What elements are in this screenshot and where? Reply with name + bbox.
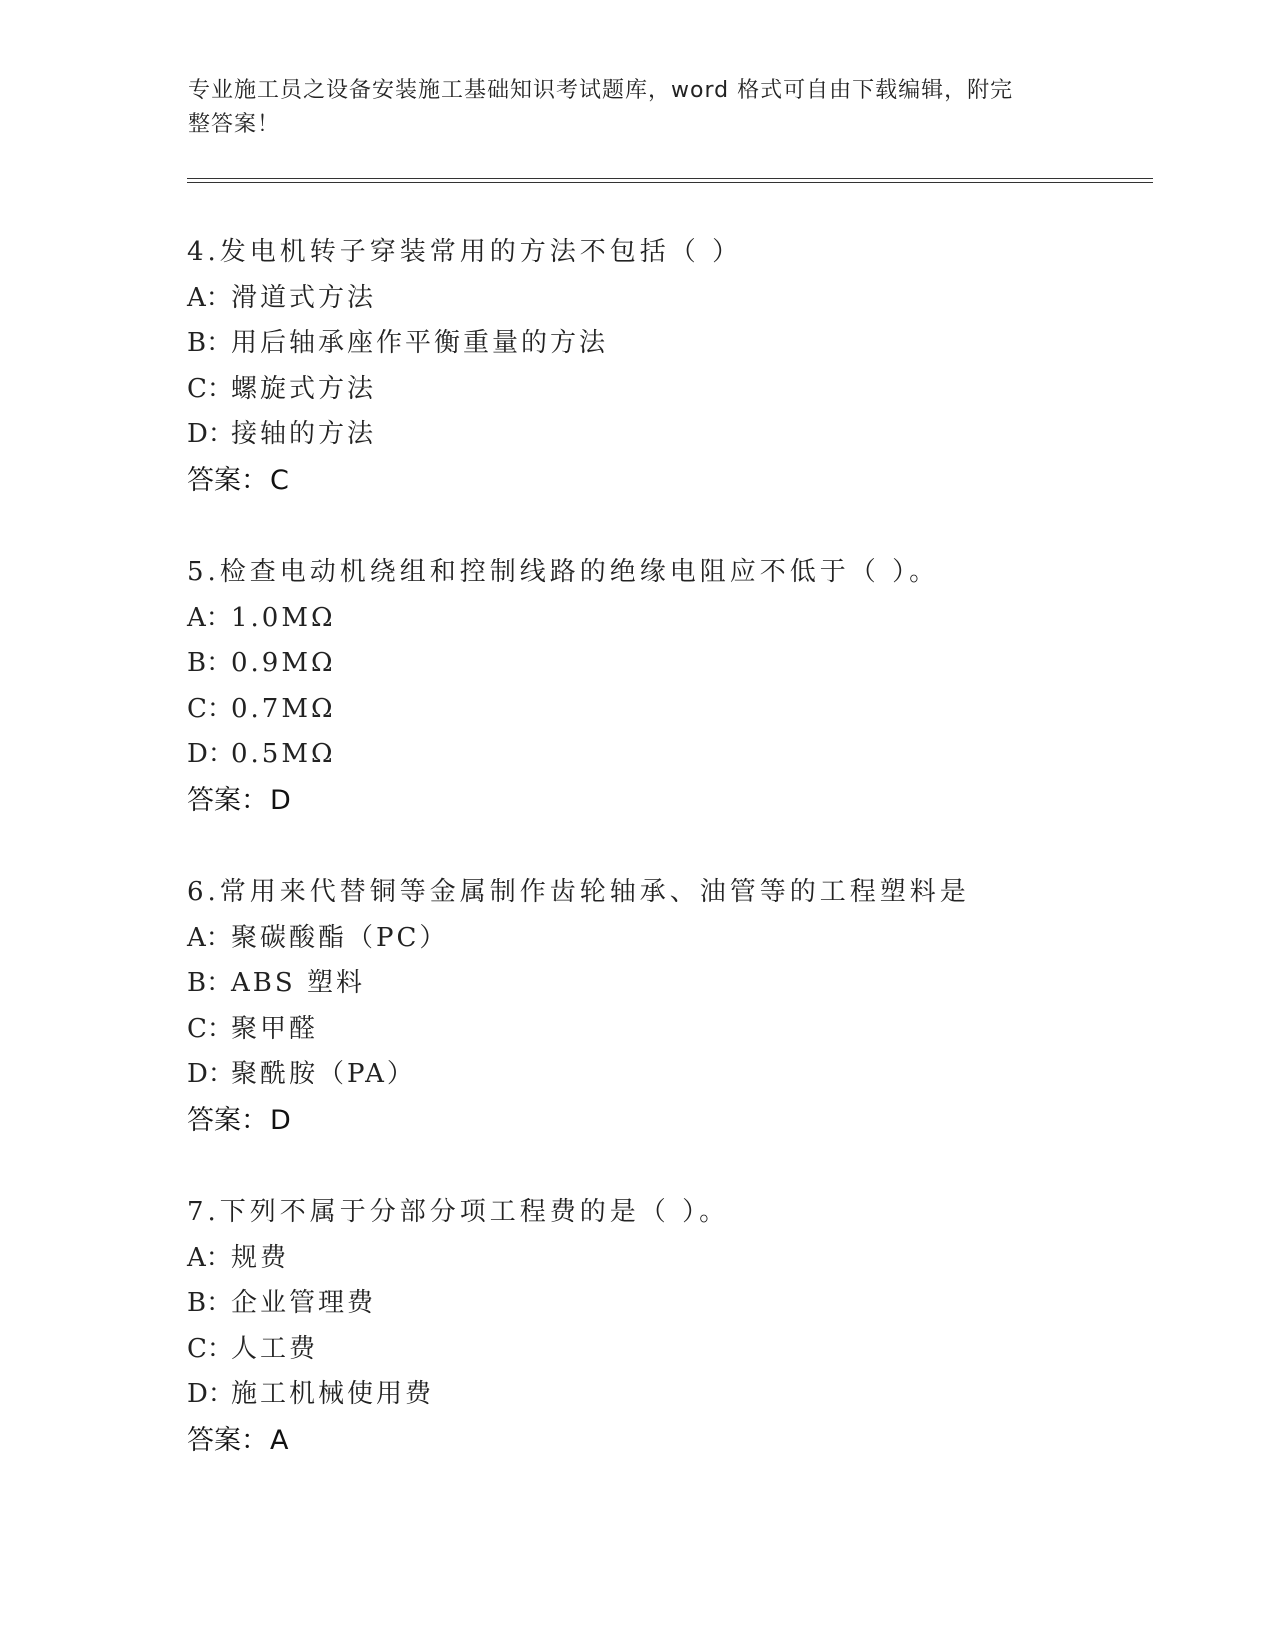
- question-stem: 6.常用来代替铜等金属制作齿轮轴承、油管等的工程塑料是: [187, 877, 970, 907]
- header-divider-bottom: [187, 182, 1153, 183]
- option-key: B：: [187, 328, 233, 358]
- option-c: [187, 1007, 1187, 1053]
- answer-value: C: [270, 464, 289, 496]
- question-block-4: [187, 230, 1187, 504]
- option-key: A：: [187, 602, 232, 633]
- option-key: B：: [187, 968, 233, 998]
- option-text: 滑道式方法: [231, 282, 377, 313]
- option-key: C：: [187, 693, 233, 724]
- answer-label: 答案：: [187, 1104, 268, 1136]
- answer-line: [187, 778, 1187, 824]
- option-text: 聚甲醛: [231, 1013, 319, 1044]
- option-text: 0.9MΩ: [231, 648, 336, 678]
- answer-label: 答案：: [187, 1424, 268, 1456]
- option-key: D：: [187, 419, 234, 449]
- option-key: D：: [187, 739, 234, 769]
- option-c: [187, 367, 1187, 413]
- option-text: 螺旋式方法: [231, 373, 377, 404]
- option-key: C：: [187, 1333, 233, 1364]
- option-b: [187, 641, 1187, 687]
- option-text: ABS 塑料: [231, 968, 365, 998]
- answer-label: 答案：: [187, 464, 268, 496]
- option-text: 用后轴承座作平衡重量的方法: [231, 328, 609, 358]
- question-stem: 5.检查电动机绕组和控制线路的绝缘电阻应不低于（ ）。: [187, 557, 940, 587]
- option-b: [187, 321, 1187, 367]
- option-text: 0.5MΩ: [231, 739, 336, 769]
- option-text: 0.7MΩ: [231, 693, 336, 724]
- option-d: [187, 1052, 1187, 1098]
- option-d: [187, 1372, 1187, 1418]
- question-block-7: [187, 1190, 1187, 1464]
- option-d: [187, 412, 1187, 458]
- answer-value: A: [270, 1424, 289, 1456]
- question-block-5: [187, 550, 1187, 824]
- option-c: [187, 687, 1187, 733]
- header-divider-top: [187, 178, 1153, 179]
- option-text: 企业管理费: [231, 1288, 377, 1318]
- answer-line: [187, 1418, 1187, 1464]
- option-text: 聚酰胺（PA）: [231, 1059, 416, 1089]
- header-line-2: 整答案！: [188, 112, 281, 137]
- answer-value: D: [270, 784, 291, 816]
- option-text: 1.0MΩ: [231, 602, 336, 633]
- option-key: A：: [187, 922, 232, 953]
- option-key: B：: [187, 648, 233, 678]
- answer-value: D: [270, 1104, 291, 1136]
- option-b: [187, 1281, 1187, 1327]
- option-text: 施工机械使用费: [231, 1379, 435, 1409]
- header-line-1: 专业施工员之设备安装施工基础知识考试题库，word 格式可自由下载编辑，附完: [188, 78, 1014, 103]
- answer-label: 答案：: [187, 784, 268, 816]
- option-b: [187, 961, 1187, 1007]
- option-key: D：: [187, 1059, 234, 1089]
- option-key: D：: [187, 1379, 234, 1409]
- option-text: 规费: [231, 1242, 290, 1273]
- option-a: [187, 1236, 1187, 1282]
- option-key: A：: [187, 282, 232, 313]
- option-d: [187, 732, 1187, 778]
- option-key: A：: [187, 1242, 232, 1273]
- question-stem: 4.发电机转子穿装常用的方法不包括（ ）: [187, 237, 743, 267]
- option-text: 聚碳酸酯（PC）: [231, 922, 449, 953]
- question-block-6: [187, 870, 1187, 1144]
- answer-line: [187, 458, 1187, 504]
- option-a: [187, 276, 1187, 322]
- document-header: [188, 74, 1068, 142]
- option-text: 人工费: [231, 1333, 319, 1364]
- option-a: [187, 916, 1187, 962]
- option-key: C：: [187, 373, 233, 404]
- option-key: C：: [187, 1013, 233, 1044]
- option-key: B：: [187, 1288, 233, 1318]
- option-text: 接轴的方法: [231, 419, 377, 449]
- option-c: [187, 1327, 1187, 1373]
- answer-line: [187, 1098, 1187, 1144]
- question-stem: 7.下列不属于分部分项工程费的是（ ）。: [187, 1197, 730, 1227]
- option-a: [187, 596, 1187, 642]
